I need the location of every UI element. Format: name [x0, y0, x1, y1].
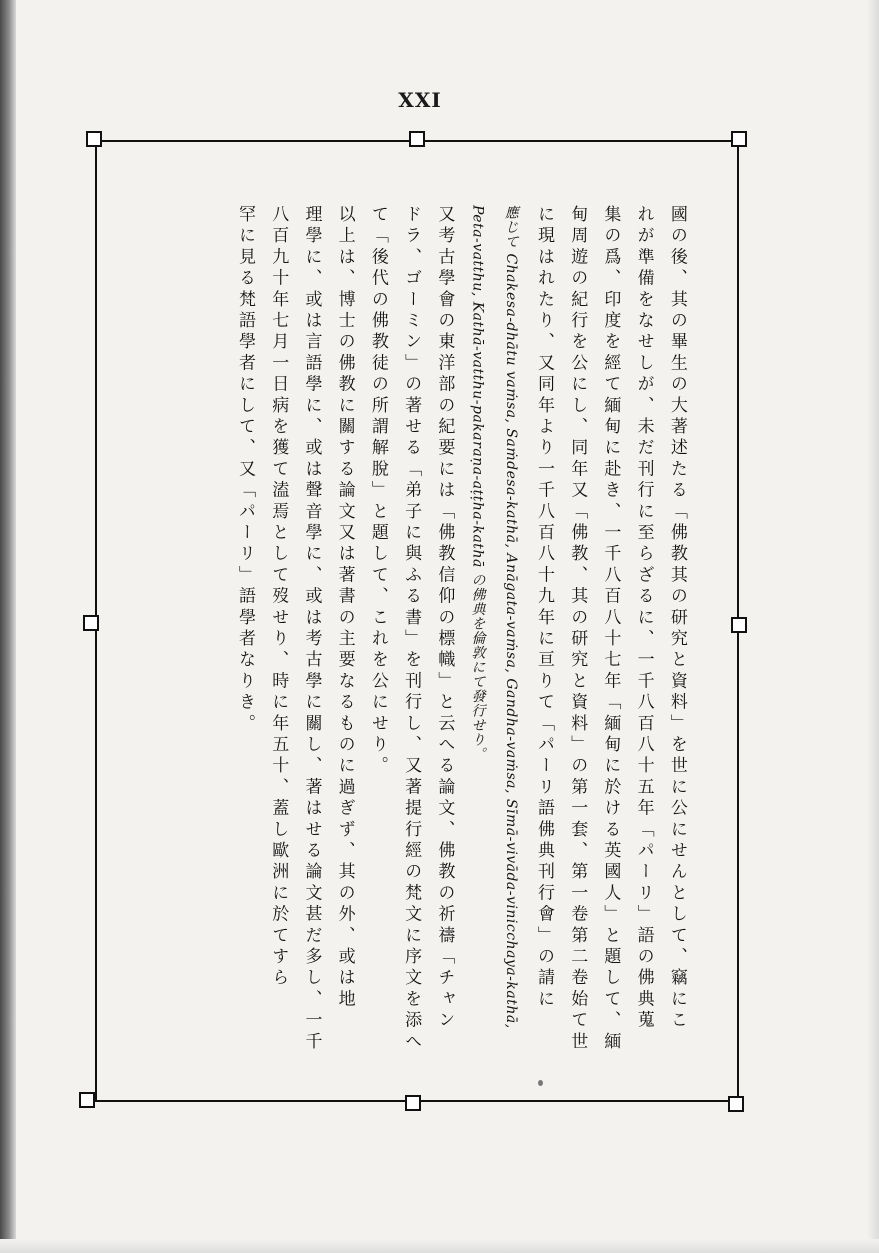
scan-right-edge-shadow	[867, 0, 879, 1253]
scan-speck	[538, 1080, 543, 1086]
text-column-7: Peta-vatthu, Kathā-vatthu-pakaraṇa-aṭṭha-kathā の佛典を倫敦にて發行せり。	[469, 205, 486, 762]
document-body-text	[232, 205, 690, 1085]
resize-handle-middle-right[interactable]	[731, 617, 747, 633]
resize-handle-middle-left[interactable]	[83, 615, 99, 631]
text-column-12: 理學に、或は言語學に、或は聲音學に、或は考古學に關し、著はせる論文甚だ多し、一千	[301, 205, 322, 1053]
resize-handle-bottom-center[interactable]	[405, 1095, 421, 1111]
text-column-4: 甸周遊の紀行を公にし、同年又「佛教、其の研究と資料」の第一套、第一卷第二卷始て世	[567, 205, 588, 1053]
resize-handle-bottom-left[interactable]	[79, 1092, 95, 1108]
text-column-13: 八百九十年七月一日病を獲て溘焉として歿せり、時に年五十、蓋し歐洲に於てすら	[268, 205, 289, 990]
resize-handle-top-center[interactable]	[409, 131, 425, 147]
text-column-8: 又考古學會の東洋部の紀要には「佛教信仰の標幟」と云へる論文、佛教の祈禱「チャン	[434, 205, 455, 1032]
resize-handle-bottom-right[interactable]	[728, 1096, 744, 1112]
text-column-9: ドラ、ゴーミン」の著せる「弟子に與ふる書」を刊行し、又著提行經の梵文に序文を添へ	[401, 205, 422, 1053]
text-column-10: て「後代の佛教徒の所謂解脫」と題して、これを公にせり。	[367, 205, 388, 778]
text-column-6: 應じて Chakesa-dhātu vaṁsa, Saṁdesa-kathā, Anāgata-vaṁsa, Gandha-vaṁsa, Sīmā-vivāda-vinicchaya-kathā,	[502, 205, 519, 1029]
text-column-2: れが準備をなせしが、未だ刊行に至らざるに、一千八百八十五年「パーリ」語の佛典蒐	[633, 205, 654, 1032]
page-number: XXI	[398, 88, 442, 112]
scan-left-edge-shadow	[0, 0, 16, 1253]
scan-bottom-edge-shadow	[0, 1239, 879, 1253]
text-column-11: 以上は、博士の佛教に關する論文又は著書の主要なるものに過ぎず、其の外、或は地	[334, 205, 355, 1011]
text-column-1: 國の後、其の畢生の大著述たる「佛教其の研究と資料」を世に公にせんとして、竊にこ	[666, 205, 687, 1032]
resize-handle-top-left[interactable]	[86, 131, 102, 147]
text-column-5: に現はれたり、又同年より一千八百八十九年に亘りて「パーリ語佛典刊行會」の請に	[533, 205, 554, 1011]
text-column-3: 集の爲、印度を經て緬甸に赴き、一千八百八十七年「緬甸に於ける英國人」と題して、緬	[600, 205, 621, 1053]
text-column-14: 罕に見る梵語學者にして、又「パーリ」語學者なりき。	[235, 205, 255, 735]
resize-handle-top-right[interactable]	[731, 131, 747, 147]
